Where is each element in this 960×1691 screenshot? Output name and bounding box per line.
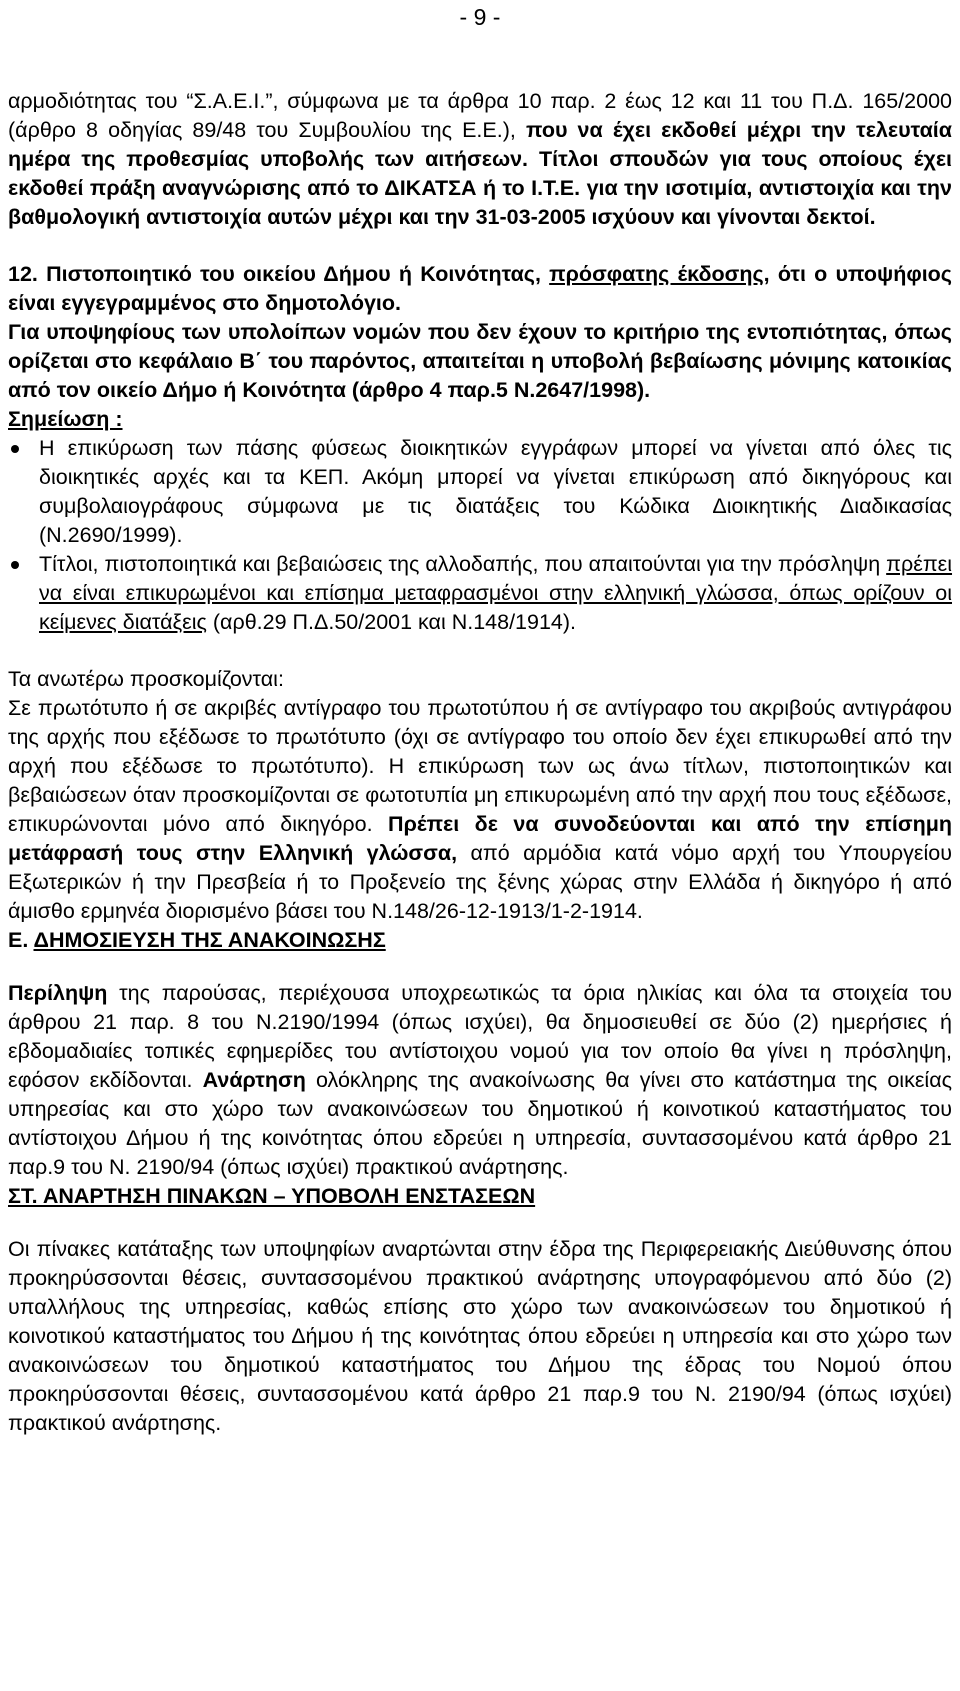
list-item: Η επικύρωση των πάσης φύσεως διοικητικών εγγράφων μπορεί να γίνεται από όλες τις διοικητικές αρχές και τα ΚΕΠ. Ακόμη μπορεί να γίνεται επικύρωση από δικηγόρους και συμβολαιογράφους σύμφωνα με τις διατάξεις του Κώδικα Διοικητικής Διαδικασίας (Ν.2690/1999). [8, 434, 952, 550]
item-12-text-end: , ότι ο υποψήφιος είναι εγγεγραμμένος στο δημοτολόγιο. [8, 262, 952, 315]
summary-label: Περίληψη [8, 981, 108, 1005]
translation-must-text: Πρέπει δε να συνοδεύονται και από την επίσημη μετάφρασή τους στην Ελληνική γλώσσα, [8, 812, 952, 865]
note-title: Σημείωση : [8, 407, 123, 431]
above-title: Τα ανωτέρω προσκομίζονται: [8, 667, 284, 691]
bullet-icon [11, 445, 19, 453]
item-12-text: 12. Πιστοποιητικό του οικείου Δήμου ή Κοινότητας, [8, 262, 550, 286]
section-st-heading: ΣΤ. ΑΝΑΡΤΗΣΗ ΠΙΝΑΚΩΝ – ΥΠΟΒΟΛΗ ΕΝΣΤΑΣΕΩΝ [8, 1184, 536, 1208]
paragraph-publication: Περίληψη της παρούσας, περιέχουσα υποχρεωτικώς τα όρια ηλικίας και όλα τα στοιχεία του άρθρου 21 παρ. 8 του Ν.2190/1994 (όπως ισχύει), θα δημοσιευθεί σε δύο (2) ημερήσιες ή εβδομαδιαίες τοπικές εφημερίδες του αντίστοιχου νομού για τον οποίο θα γίνει η πρόσληψη, εφόσον εκδίδονται. Ανάρτηση ολόκληρης της ανακοίνωσης θα γίνει στο κατάστημα της οικείας υπηρεσίας και στο χώρο των ανακοινώσεων του δημοτικού ή κοινοτικού καταστήματος του αντίστοιχου Δήμου ή της κοινότητας όπου εδρεύει η υπηρεσία, συντασσομένου κατά άρθρο 21 παρ.9 του Ν. 2190/94 (όπως ισχύει) πρακτικού ανάρτησης. [8, 981, 952, 1179]
translation-requirement: πρέπει να είναι επικυρωμένοι και επίσημα μεταφρασμένοι στην ελληνική γλώσσα, όπως ορίζουν οι κείμενες διατάξεις [39, 552, 953, 634]
paragraph-certification: Σε πρωτότυπο ή σε ακριβές αντίγραφο του πρωτοτύπου ή σε αντίγραφο του ακριβούς αντιγράφου της αρχής που εξέδωσε το πρωτότυπο (όχι σε αντίγραφο του οποίο δεν έχει επικυρωθεί από την αρχή που εξέδωσε το πρωτότυπο). Η επικύρωση των ως άνω τίτλων, πιστοποιητικών και βεβαιώσεων όταν προσκομίζονται σε φωτοτυπία μη επικυρωμένη από την αρχή που τους εξέδωσε, επικυρώνονται μόνο από δικηγόρο. Πρέπει δε να συνοδεύονται και από την επίσημη μετάφρασή τους στην Ελληνική γλώσσα, από αρμόδια κατά νόμο αρχή του Υπουργείου Εξωτερικών ή την Πρεσβεία ή το Προξενείο της ξένης χώρας στην Ελλάδα ή δικηγόρο ή από άμισθο ερμηνέα διορισμένο βάσει του Ν.148/26-12-1913/1-2-1914. [8, 696, 952, 923]
paragraph-residence: Για υποψηφίους των υπολοίπων νομών που δεν έχουν το κριτήριο της εντοπιότητας, όπως ορίζεται στο κεφάλαιο Β΄ του παρόντος, απαιτείται η υποβολή βεβαίωσης μόνιμης κατοικίας από τον οικείο Δήμο ή Κοινότητα (άρθρο 4 παρ.5 Ν.2647/1998). [8, 320, 952, 402]
list-item: Τίτλοι, πιστοποιητικά και βεβαιώσεις της αλλοδαπής, που απαιτούνται για την πρόσληψη πρέπει να είναι επικυρωμένοι και επίσημα μεταφρασμένοι στην ελληνική γλώσσα, όπως ορίζουν οι κείμενες διατάξεις (αρθ.29 Π.Δ.50/2001 και Ν.148/1914). [8, 550, 952, 637]
paragraph-item-12 [8, 260, 952, 318]
note-list [8, 434, 952, 637]
recognition-dikatsa-text: Τίτλοι σπουδών για τους οποίους έχει εκδοθεί πράξη αναγνώρισης από το ΔΙΚΑΤΣΑ ή το Ι.Τ.Ε. [8, 147, 952, 200]
posting-label: Ανάρτηση [202, 1068, 306, 1092]
recognition-equivalence-text: για την ισοτιμία, αντιστοιχία και την βαθμολογική αντιστοιχία αυτών μέχρι και την 31-03-2005 ισχύουν και γίνονται δεκτοί. [8, 176, 952, 229]
recognition-deadline-text: που να έχει εκδοθεί μέχρι την τελευταία ημέρα της προθεσμίας υποβολής των αιτήσεων. [8, 118, 952, 171]
section-e-heading: Ε. ΔΗΜΟΣΙΕΥΣΗ ΤΗΣ ΑΝΑΚΟΙΝΩΣΗΣ [8, 928, 386, 952]
section-e-title: ΔΗΜΟΣΙΕΥΣΗ ΤΗΣ ΑΝΑΚΟΙΝΩΣΗΣ [33, 928, 386, 952]
bullet-icon [11, 561, 19, 569]
page-number: - 9 - [459, 4, 501, 30]
paragraph-recognition [8, 87, 952, 232]
document-body [8, 87, 952, 1438]
recognition-text: αρμοδιότητας του “Σ.Α.Ε.Ι.”, σύμφωνα με τα άρθρα 10 παρ. 2 έως 12 και 11 του Π.Δ. 165/2000 (άρθρο 8 οδηγίας 89/48 του Συμβουλίου της Ε.Ε.), [8, 89, 952, 142]
item-12-recent-issue: πρόσφατης έκδοσης [549, 262, 764, 286]
paragraph-tables-posting: Οι πίνακες κατάταξης των υποψηφίων αναρτώνται στην έδρα της Περιφερειακής Διεύθυνσης όπου προκηρύσσονται θέσεις, συντασσομένου πρακτικού ανάρτησης υπογραφόμενου από δύο (2) υπαλλήλους της υπηρεσίας, καθώς επίσης στο χώρο των ανακοινώσεων του δημοτικού ή κοινοτικού καταστήματος του Δήμου ή της κοινότητας όπου εδρεύει η υπηρεσία και στο χώρο των ανακοινώσεων του δημοτικού καταστήματος του Δήμου της έδρας του Νομού όπου προκηρύσσονται θέσεις, συντασσομένου κατά άρθρο 21 παρ.9 του Ν. 2190/94 (όπως ισχύει) πρακτικού ανάρτησης. [8, 1237, 952, 1435]
